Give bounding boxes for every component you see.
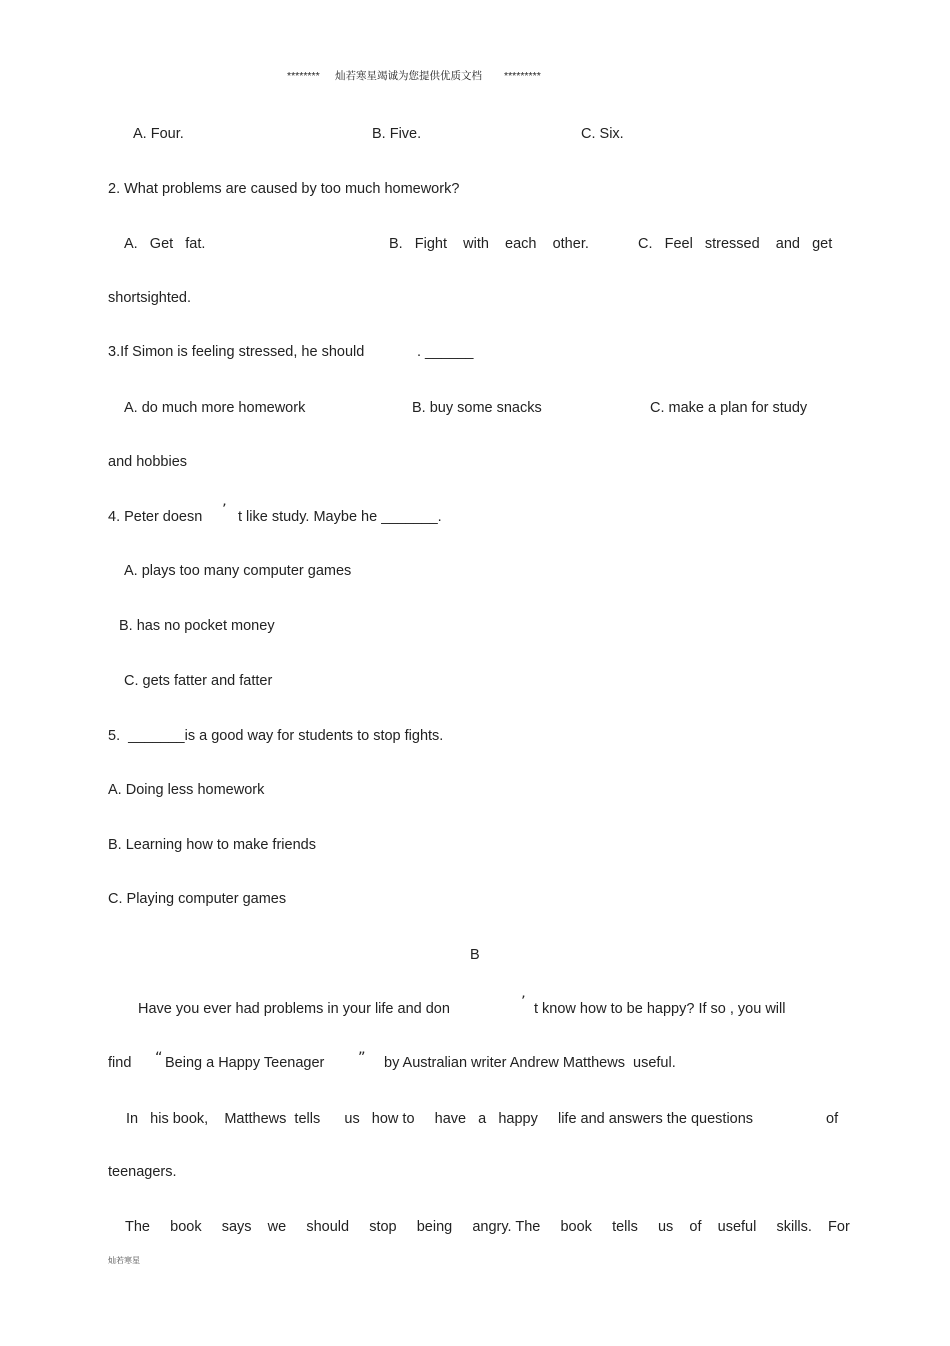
- passage-p2-line2: teenagers.: [108, 1164, 177, 1180]
- passage-p2-of: of: [826, 1111, 839, 1127]
- q5-question: 5. _______is a good way for students to stop fights.: [108, 728, 444, 744]
- q1-option-c: C. Six.: [581, 126, 624, 142]
- footer-text: 灿若寒星: [108, 1256, 140, 1265]
- q2-option-a: A. Get fat.: [124, 236, 206, 252]
- passage-p1-open-quote: “: [155, 1050, 163, 1066]
- q3-option-a: A. do much more homework: [124, 400, 306, 416]
- passage-p1-apostrophe: ’: [521, 994, 526, 1010]
- q3-question: 3.If Simon is feeling stressed, he should: [108, 344, 365, 360]
- section-b-title: B: [470, 947, 480, 963]
- q4-question: 4. Peter doesn: [108, 509, 203, 525]
- q4-apostrophe: ’: [222, 502, 227, 518]
- passage-p1-find: find: [108, 1055, 132, 1071]
- q5-option-a: A. Doing less homework: [108, 782, 265, 798]
- q1-option-b: B. Five.: [372, 126, 422, 142]
- q4-option-c: C. gets fatter and fatter: [124, 673, 273, 689]
- q1-option-a: A. Four.: [133, 126, 184, 142]
- header-text: 灿若寒星竭诚为您提供优质文档: [335, 70, 482, 82]
- passage-p1-close-quote: ”: [358, 1050, 366, 1066]
- q4-question-rest: t like study. Maybe he _______.: [238, 509, 442, 525]
- q3-option-c-continued: and hobbies: [108, 454, 188, 470]
- q2-option-c-continued: shortsighted.: [108, 290, 192, 306]
- passage-p1-line2-rest: by Australian writer Andrew Matthews useful.: [384, 1055, 676, 1071]
- passage-p1-line1: Have you ever had problems in your life and don: [138, 1001, 450, 1017]
- passage-p1-line1-rest: t know how to be happy? If so , you will: [534, 1001, 786, 1017]
- q5-option-c: C. Playing computer games: [108, 891, 287, 907]
- header-stars-left: ********: [287, 70, 320, 82]
- q2-option-c: C. Feel stressed and get: [638, 236, 833, 252]
- q3-option-b: B. buy some snacks: [412, 400, 542, 416]
- header-stars-right: *********: [504, 70, 541, 82]
- q4-option-a: A. plays too many computer games: [124, 563, 352, 579]
- q2-question: 2. What problems are caused by too much homework?: [108, 181, 460, 197]
- q3-option-c: C. make a plan for study: [650, 400, 808, 416]
- passage-p2-line1: In his book, Matthews tells us how to have a happy life and answers the questions: [126, 1111, 754, 1127]
- passage-p3-line1: The book says we should stop being angry. The book tells us of useful skills. For: [125, 1219, 850, 1235]
- q2-option-b: B. Fight with each other.: [389, 236, 589, 252]
- q4-option-b: B. has no pocket money: [119, 618, 275, 634]
- q5-option-b: B. Learning how to make friends: [108, 837, 316, 853]
- q3-question-blank: . ______: [417, 344, 474, 360]
- passage-book-title: Being a Happy Teenager: [165, 1055, 325, 1071]
